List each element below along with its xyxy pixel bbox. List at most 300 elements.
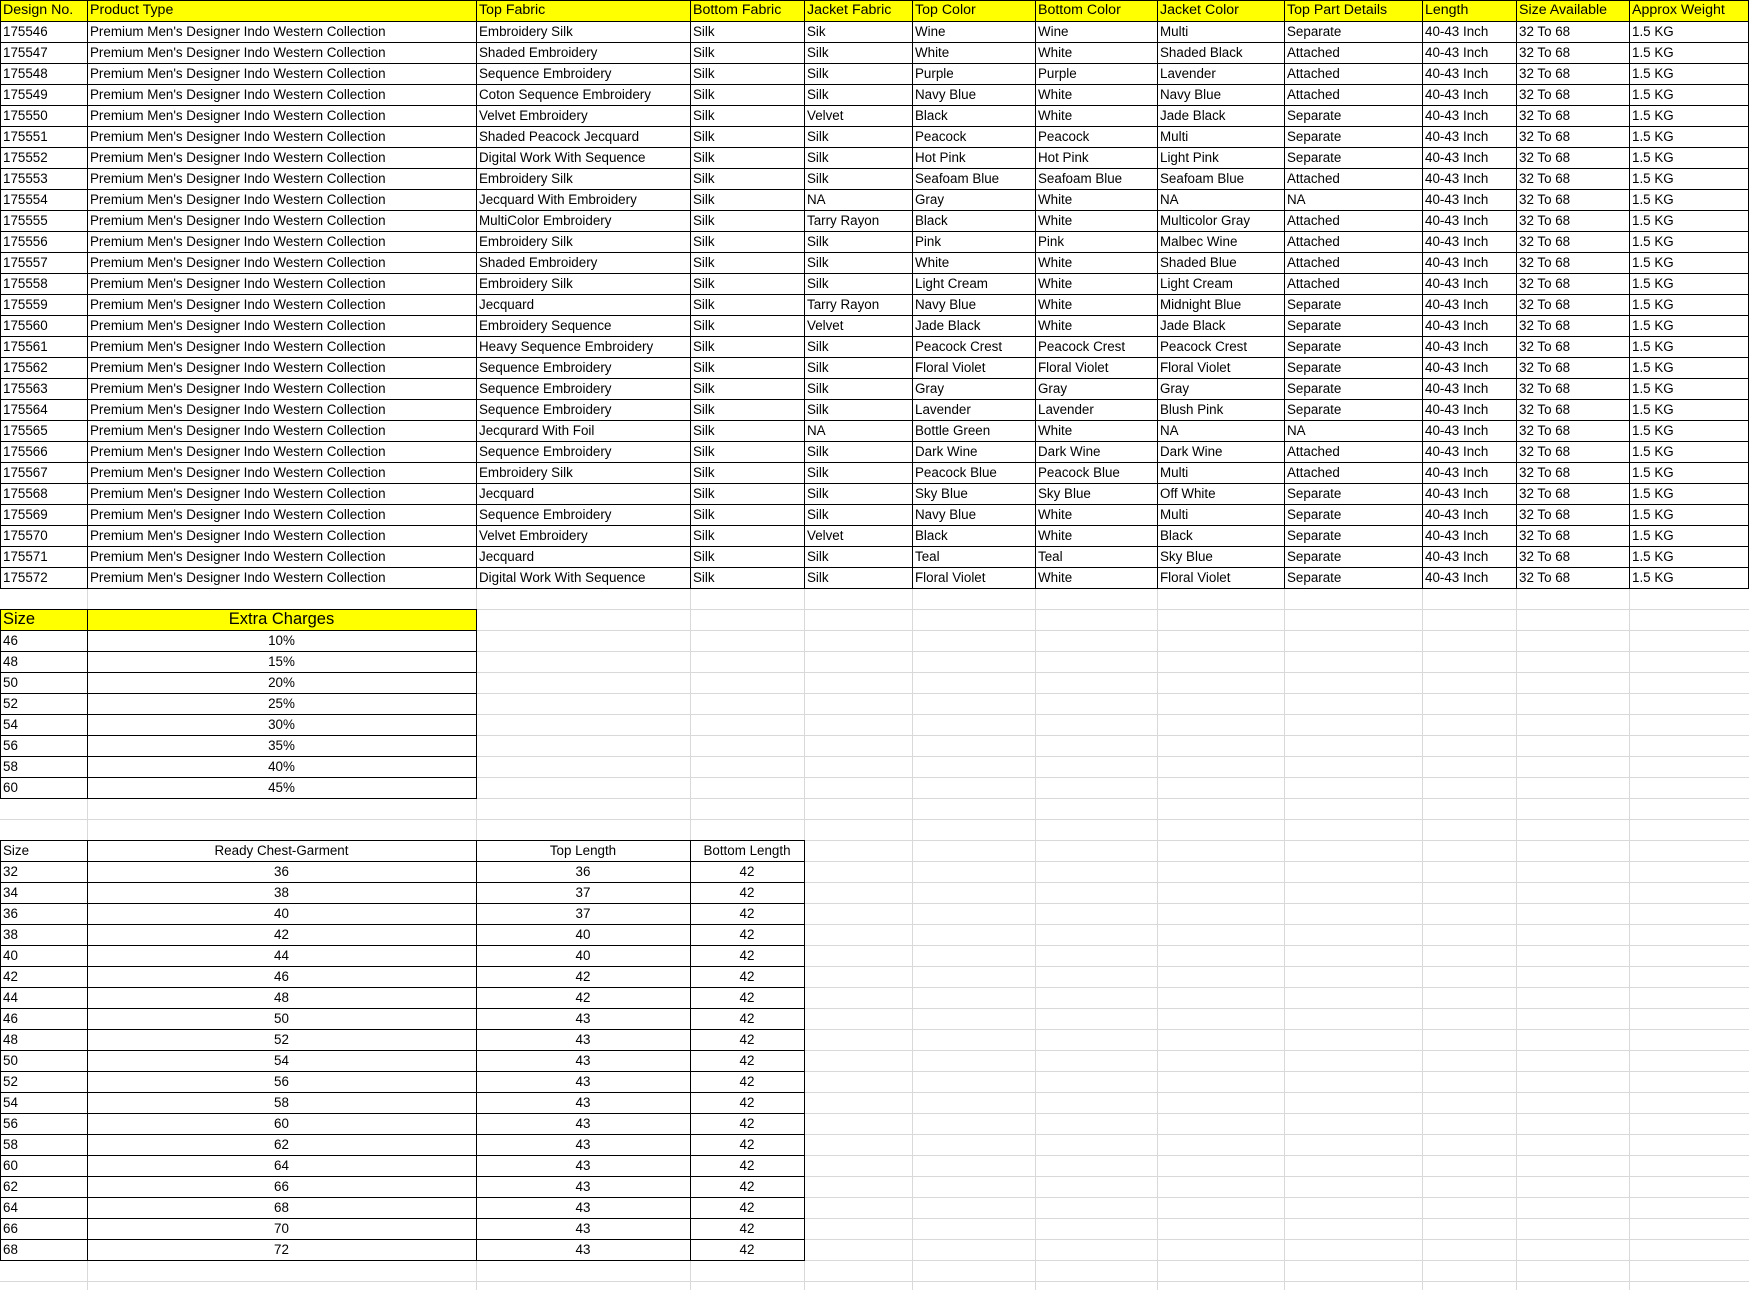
table-cell[interactable]: 32 To 68 <box>1519 24 1571 39</box>
table-cell[interactable]: White <box>1038 570 1073 585</box>
table-cell[interactable]: Attached <box>1287 255 1340 270</box>
table-cell[interactable]: Seafoam Blue <box>915 171 1000 186</box>
table-cell[interactable]: Premium Men's Designer Indo Western Collection <box>90 129 386 144</box>
table-cell[interactable]: 48 <box>3 1032 18 1047</box>
table-cell[interactable]: 32 To 68 <box>1519 528 1571 543</box>
table-cell[interactable]: 38 <box>274 885 289 900</box>
column-header[interactable]: Size <box>0 609 87 630</box>
table-cell[interactable]: Embroidery Silk <box>479 276 573 291</box>
table-cell[interactable]: Premium Men's Designer Indo Western Collection <box>90 255 386 270</box>
table-cell[interactable]: 40 <box>3 948 18 963</box>
table-cell[interactable]: 1.5 KG <box>1632 213 1674 228</box>
table-cell[interactable]: Navy Blue <box>915 87 977 102</box>
table-cell[interactable]: 58 <box>274 1095 289 1110</box>
table-cell[interactable]: Silk <box>693 234 715 249</box>
table-cell[interactable]: 1.5 KG <box>1632 66 1674 81</box>
table-cell[interactable]: 42 <box>575 969 591 984</box>
table-cell[interactable]: 42 <box>739 1074 755 1089</box>
table-cell[interactable]: 32 To 68 <box>1519 339 1571 354</box>
table-cell[interactable]: 40-43 Inch <box>1425 339 1489 354</box>
table-cell[interactable]: 43 <box>575 1242 591 1257</box>
table-cell[interactable]: Silk <box>807 87 829 102</box>
table-cell[interactable]: Lavender <box>915 402 971 417</box>
table-cell[interactable]: 40-43 Inch <box>1425 276 1489 291</box>
table-cell[interactable]: Premium Men's Designer Indo Western Collection <box>90 45 386 60</box>
table-cell[interactable]: 40-43 Inch <box>1425 507 1489 522</box>
table-cell[interactable]: Premium Men's Designer Indo Western Collection <box>90 402 386 417</box>
table-cell[interactable]: Silk <box>693 171 715 186</box>
table-cell[interactable]: Separate <box>1287 549 1342 564</box>
table-cell[interactable]: 1.5 KG <box>1632 486 1674 501</box>
table-cell[interactable]: White <box>1038 528 1073 543</box>
table-cell[interactable]: 175554 <box>3 192 48 207</box>
table-cell[interactable]: 60 <box>3 1158 18 1173</box>
table-cell[interactable]: 40-43 Inch <box>1425 423 1489 438</box>
table-cell[interactable]: 32 To 68 <box>1519 276 1571 291</box>
table-cell[interactable]: White <box>1038 318 1073 333</box>
table-cell[interactable]: 34 <box>3 885 18 900</box>
table-cell[interactable]: Premium Men's Designer Indo Western Collection <box>90 24 386 39</box>
table-cell[interactable]: Silk <box>693 486 715 501</box>
table-cell[interactable]: 50 <box>274 1011 289 1026</box>
table-cell[interactable]: NA <box>1160 192 1179 207</box>
table-cell[interactable]: 1.5 KG <box>1632 507 1674 522</box>
table-cell[interactable]: 42 <box>739 1053 755 1068</box>
table-cell[interactable]: 32 To 68 <box>1519 486 1571 501</box>
table-cell[interactable]: 1.5 KG <box>1632 318 1674 333</box>
table-cell[interactable]: 35% <box>268 738 295 753</box>
table-cell[interactable]: Digital Work With Sequence <box>479 150 646 165</box>
table-cell[interactable]: Digital Work With Sequence <box>479 570 646 585</box>
table-cell[interactable]: 62 <box>274 1137 289 1152</box>
table-cell[interactable]: Lavender <box>1038 402 1094 417</box>
table-cell[interactable]: 175551 <box>3 129 48 144</box>
column-header[interactable]: Top Part Details <box>1284 0 1422 21</box>
table-cell[interactable]: Premium Men's Designer Indo Western Collection <box>90 381 386 396</box>
table-cell[interactable]: Silk <box>807 381 829 396</box>
table-cell[interactable]: 58 <box>3 1137 18 1152</box>
table-cell[interactable]: 175566 <box>3 444 48 459</box>
table-cell[interactable]: Multi <box>1160 465 1189 480</box>
table-cell[interactable]: Separate <box>1287 339 1342 354</box>
table-cell[interactable]: White <box>1038 297 1073 312</box>
table-cell[interactable]: Peacock <box>1038 129 1090 144</box>
table-cell[interactable]: Multi <box>1160 24 1189 39</box>
table-cell[interactable]: Velvet <box>807 318 844 333</box>
table-cell[interactable]: White <box>1038 276 1073 291</box>
table-cell[interactable]: Peacock Crest <box>915 339 1003 354</box>
table-cell[interactable]: White <box>1038 108 1073 123</box>
table-cell[interactable]: Attached <box>1287 171 1340 186</box>
table-cell[interactable]: Jecqurard With Foil <box>479 423 595 438</box>
table-cell[interactable]: NA <box>1287 423 1306 438</box>
table-cell[interactable]: Embroidery Silk <box>479 465 573 480</box>
table-cell[interactable]: 60 <box>274 1116 289 1131</box>
table-cell[interactable]: 36 <box>575 864 591 879</box>
table-cell[interactable]: 175548 <box>3 66 48 81</box>
table-cell[interactable]: Premium Men's Designer Indo Western Collection <box>90 87 386 102</box>
column-header[interactable]: Extra Charges <box>87 609 476 630</box>
table-cell[interactable]: 1.5 KG <box>1632 150 1674 165</box>
table-cell[interactable]: 175560 <box>3 318 48 333</box>
table-cell[interactable]: Silk <box>693 549 715 564</box>
table-cell[interactable]: 175555 <box>3 213 48 228</box>
table-cell[interactable]: Hot Pink <box>915 150 966 165</box>
table-cell[interactable]: 42 <box>739 1242 755 1257</box>
table-cell[interactable]: 1.5 KG <box>1632 171 1674 186</box>
table-cell[interactable]: Premium Men's Designer Indo Western Collection <box>90 549 386 564</box>
table-cell[interactable]: Silk <box>693 255 715 270</box>
table-cell[interactable]: Premium Men's Designer Indo Western Collection <box>90 423 386 438</box>
table-cell[interactable]: Sequence Embroidery <box>479 507 612 522</box>
table-cell[interactable]: 42 <box>3 969 18 984</box>
table-cell[interactable]: 32 To 68 <box>1519 213 1571 228</box>
table-cell[interactable]: Silk <box>693 45 715 60</box>
table-cell[interactable]: Tarry Rayon <box>807 213 880 228</box>
table-cell[interactable]: 46 <box>3 1011 18 1026</box>
table-cell[interactable]: Silk <box>693 444 715 459</box>
table-cell[interactable]: Coton Sequence Embroidery <box>479 87 651 102</box>
table-cell[interactable]: 43 <box>575 1137 591 1152</box>
table-cell[interactable]: 56 <box>3 1116 18 1131</box>
table-cell[interactable]: 52 <box>3 1074 18 1089</box>
table-cell[interactable]: Silk <box>807 402 829 417</box>
table-cell[interactable]: 40-43 Inch <box>1425 255 1489 270</box>
table-cell[interactable]: Jecquard With Embroidery <box>479 192 637 207</box>
table-cell[interactable]: 1.5 KG <box>1632 444 1674 459</box>
table-cell[interactable]: Silk <box>693 297 715 312</box>
table-cell[interactable]: Heavy Sequence Embroidery <box>479 339 654 354</box>
table-cell[interactable]: Silk <box>693 318 715 333</box>
table-cell[interactable]: Peacock Blue <box>1038 465 1120 480</box>
table-cell[interactable]: Floral Violet <box>915 570 986 585</box>
table-cell[interactable]: 32 To 68 <box>1519 150 1571 165</box>
table-cell[interactable]: 15% <box>268 654 295 669</box>
table-cell[interactable]: 42 <box>739 1032 755 1047</box>
table-cell[interactable]: 1.5 KG <box>1632 528 1674 543</box>
table-cell[interactable]: Silk <box>807 339 829 354</box>
table-cell[interactable]: 40-43 Inch <box>1425 570 1489 585</box>
table-cell[interactable]: Embroidery Silk <box>479 24 573 39</box>
table-cell[interactable]: NA <box>1160 423 1179 438</box>
table-cell[interactable]: 64 <box>3 1200 18 1215</box>
table-cell[interactable]: 25% <box>268 696 295 711</box>
table-cell[interactable]: White <box>1038 423 1073 438</box>
table-cell[interactable]: Silk <box>807 234 829 249</box>
table-cell[interactable]: Premium Men's Designer Indo Western Collection <box>90 507 386 522</box>
table-cell[interactable]: 32 To 68 <box>1519 570 1571 585</box>
table-cell[interactable]: Silk <box>693 423 715 438</box>
table-cell[interactable]: 32 To 68 <box>1519 297 1571 312</box>
table-cell[interactable]: 175552 <box>3 150 48 165</box>
table-cell[interactable]: Silk <box>807 465 829 480</box>
table-cell[interactable]: 40-43 Inch <box>1425 528 1489 543</box>
table-cell[interactable]: 40-43 Inch <box>1425 360 1489 375</box>
table-cell[interactable]: 42 <box>739 1221 755 1236</box>
table-cell[interactable]: 20% <box>268 675 295 690</box>
table-cell[interactable]: 32 To 68 <box>1519 171 1571 186</box>
table-cell[interactable]: Separate <box>1287 24 1342 39</box>
table-cell[interactable]: 43 <box>575 1179 591 1194</box>
table-cell[interactable]: Shaded Black <box>1160 45 1243 60</box>
table-cell[interactable]: 1.5 KG <box>1632 381 1674 396</box>
table-cell[interactable]: 42 <box>739 1200 755 1215</box>
table-cell[interactable]: Sequence Embroidery <box>479 381 612 396</box>
table-cell[interactable]: 40-43 Inch <box>1425 150 1489 165</box>
column-header[interactable]: Approx Weight <box>1629 0 1749 21</box>
table-cell[interactable]: Attached <box>1287 444 1340 459</box>
table-cell[interactable]: Jade Black <box>915 318 981 333</box>
table-cell[interactable]: Light Pink <box>1160 150 1219 165</box>
table-cell[interactable]: 32 To 68 <box>1519 402 1571 417</box>
column-header[interactable]: Jacket Color <box>1157 0 1284 21</box>
table-cell[interactable]: Black <box>915 528 948 543</box>
table-cell[interactable]: Premium Men's Designer Indo Western Collection <box>90 528 386 543</box>
table-cell[interactable]: Gray <box>1160 381 1190 396</box>
table-cell[interactable]: Premium Men's Designer Indo Western Collection <box>90 297 386 312</box>
table-cell[interactable]: 36 <box>274 864 289 879</box>
table-cell[interactable]: 42 <box>739 927 755 942</box>
table-cell[interactable]: 62 <box>3 1179 18 1194</box>
table-cell[interactable]: 32 To 68 <box>1519 45 1571 60</box>
table-cell[interactable]: 40-43 Inch <box>1425 45 1489 60</box>
table-cell[interactable]: 1.5 KG <box>1632 549 1674 564</box>
column-header[interactable]: Design No. <box>0 0 87 21</box>
table-cell[interactable]: Silk <box>693 360 715 375</box>
table-cell[interactable]: NA <box>807 423 826 438</box>
table-cell[interactable]: NA <box>1287 192 1306 207</box>
table-cell[interactable]: Premium Men's Designer Indo Western Collection <box>90 318 386 333</box>
table-cell[interactable]: 175546 <box>3 24 48 39</box>
table-cell[interactable]: Sky Blue <box>915 486 968 501</box>
table-cell[interactable]: 175549 <box>3 87 48 102</box>
column-header[interactable]: Top Length <box>549 843 617 858</box>
table-cell[interactable]: 175568 <box>3 486 48 501</box>
table-cell[interactable]: 1.5 KG <box>1632 570 1674 585</box>
table-cell[interactable]: Premium Men's Designer Indo Western Collection <box>90 171 386 186</box>
table-cell[interactable]: 50 <box>3 675 18 690</box>
table-cell[interactable]: 45% <box>268 780 295 795</box>
table-cell[interactable]: Premium Men's Designer Indo Western Collection <box>90 465 386 480</box>
table-cell[interactable]: 70 <box>274 1221 289 1236</box>
table-cell[interactable]: White <box>1038 255 1073 270</box>
table-cell[interactable]: Navy Blue <box>1160 87 1222 102</box>
table-cell[interactable]: 32 To 68 <box>1519 381 1571 396</box>
table-cell[interactable]: 175563 <box>3 381 48 396</box>
table-cell[interactable]: 32 To 68 <box>1519 360 1571 375</box>
table-cell[interactable]: Attached <box>1287 234 1340 249</box>
table-cell[interactable]: 175550 <box>3 108 48 123</box>
table-cell[interactable]: Premium Men's Designer Indo Western Collection <box>90 570 386 585</box>
table-cell[interactable]: Separate <box>1287 150 1342 165</box>
table-cell[interactable]: White <box>915 45 950 60</box>
table-cell[interactable]: 68 <box>274 1200 289 1215</box>
table-cell[interactable]: Sky Blue <box>1038 486 1091 501</box>
table-cell[interactable]: 40-43 Inch <box>1425 129 1489 144</box>
table-cell[interactable]: Velvet <box>807 528 844 543</box>
table-cell[interactable]: 175553 <box>3 171 48 186</box>
table-cell[interactable]: 32 To 68 <box>1519 66 1571 81</box>
table-cell[interactable]: 32 <box>3 864 18 879</box>
table-cell[interactable]: 44 <box>274 948 289 963</box>
table-cell[interactable]: Silk <box>807 486 829 501</box>
table-cell[interactable]: 40-43 Inch <box>1425 234 1489 249</box>
table-cell[interactable]: Separate <box>1287 507 1342 522</box>
table-cell[interactable]: Attached <box>1287 213 1340 228</box>
table-cell[interactable]: 40-43 Inch <box>1425 318 1489 333</box>
table-cell[interactable]: Off White <box>1160 486 1216 501</box>
table-cell[interactable]: 54 <box>274 1053 289 1068</box>
table-cell[interactable]: 40-43 Inch <box>1425 108 1489 123</box>
table-cell[interactable]: 1.5 KG <box>1632 423 1674 438</box>
table-cell[interactable]: Light Cream <box>915 276 988 291</box>
table-cell[interactable]: Silk <box>693 276 715 291</box>
table-cell[interactable]: 40% <box>268 759 295 774</box>
table-cell[interactable]: 40-43 Inch <box>1425 171 1489 186</box>
table-cell[interactable]: 1.5 KG <box>1632 465 1674 480</box>
table-cell[interactable]: 50 <box>3 1053 18 1068</box>
table-cell[interactable]: White <box>1038 213 1073 228</box>
table-cell[interactable]: 44 <box>3 990 18 1005</box>
table-cell[interactable]: 42 <box>739 948 755 963</box>
table-cell[interactable]: Silk <box>807 45 829 60</box>
table-cell[interactable]: 52 <box>274 1032 289 1047</box>
column-header[interactable]: Jacket Fabric <box>804 0 912 21</box>
table-cell[interactable]: 1.5 KG <box>1632 129 1674 144</box>
table-cell[interactable]: Premium Men's Designer Indo Western Collection <box>90 150 386 165</box>
table-cell[interactable]: 40-43 Inch <box>1425 24 1489 39</box>
table-cell[interactable]: White <box>1038 507 1073 522</box>
table-cell[interactable]: Premium Men's Designer Indo Western Collection <box>90 213 386 228</box>
table-cell[interactable]: 37 <box>575 906 591 921</box>
table-cell[interactable]: 10% <box>268 633 295 648</box>
table-cell[interactable]: Malbec Wine <box>1160 234 1238 249</box>
table-cell[interactable]: Silk <box>807 255 829 270</box>
column-header[interactable]: Top Fabric <box>476 0 690 21</box>
table-cell[interactable]: 175567 <box>3 465 48 480</box>
table-cell[interactable]: 175556 <box>3 234 48 249</box>
table-cell[interactable]: 72 <box>274 1242 289 1257</box>
table-cell[interactable]: Silk <box>693 507 715 522</box>
table-cell[interactable]: 1.5 KG <box>1632 108 1674 123</box>
table-cell[interactable]: 175558 <box>3 276 48 291</box>
table-cell[interactable]: 40-43 Inch <box>1425 444 1489 459</box>
table-cell[interactable]: 1.5 KG <box>1632 297 1674 312</box>
table-cell[interactable]: 46 <box>274 969 289 984</box>
table-cell[interactable]: 175571 <box>3 549 48 564</box>
table-cell[interactable]: 43 <box>575 1011 591 1026</box>
table-cell[interactable]: Premium Men's Designer Indo Western Collection <box>90 339 386 354</box>
table-cell[interactable]: 48 <box>274 990 289 1005</box>
table-cell[interactable]: 52 <box>3 696 18 711</box>
table-cell[interactable]: Silk <box>807 129 829 144</box>
table-cell[interactable]: Bottle Green <box>915 423 991 438</box>
table-cell[interactable]: 40-43 Inch <box>1425 381 1489 396</box>
table-cell[interactable]: 42 <box>739 864 755 879</box>
table-cell[interactable]: Silk <box>807 360 829 375</box>
table-cell[interactable]: Black <box>915 213 948 228</box>
table-cell[interactable]: Embroidery Silk <box>479 234 573 249</box>
table-cell[interactable]: Floral Violet <box>1038 360 1109 375</box>
table-cell[interactable]: Sequence Embroidery <box>479 402 612 417</box>
table-cell[interactable]: Sik <box>807 24 826 39</box>
table-cell[interactable]: 43 <box>575 1221 591 1236</box>
table-cell[interactable]: 43 <box>575 1053 591 1068</box>
table-cell[interactable]: Purple <box>915 66 954 81</box>
table-cell[interactable]: Velvet Embroidery <box>479 108 588 123</box>
column-header[interactable]: Bottom Length <box>703 843 791 858</box>
table-cell[interactable]: Floral Violet <box>1160 570 1231 585</box>
table-cell[interactable]: Premium Men's Designer Indo Western Collection <box>90 66 386 81</box>
table-cell[interactable]: 43 <box>575 1095 591 1110</box>
table-cell[interactable]: 32 To 68 <box>1519 234 1571 249</box>
table-cell[interactable]: Multicolor Gray <box>1160 213 1251 228</box>
table-cell[interactable]: Separate <box>1287 108 1342 123</box>
table-cell[interactable]: 40-43 Inch <box>1425 297 1489 312</box>
table-cell[interactable]: 40 <box>575 948 591 963</box>
table-cell[interactable]: 1.5 KG <box>1632 255 1674 270</box>
table-cell[interactable]: Separate <box>1287 486 1342 501</box>
table-cell[interactable]: 54 <box>3 1095 18 1110</box>
table-cell[interactable]: 32 To 68 <box>1519 465 1571 480</box>
table-cell[interactable]: 36 <box>3 906 18 921</box>
table-cell[interactable]: Dark Wine <box>915 444 978 459</box>
table-cell[interactable]: 32 To 68 <box>1519 108 1571 123</box>
table-cell[interactable]: Peacock Blue <box>915 465 997 480</box>
table-cell[interactable]: 40-43 Inch <box>1425 549 1489 564</box>
table-cell[interactable]: Silk <box>693 24 715 39</box>
column-header[interactable]: Top Color <box>912 0 1035 21</box>
table-cell[interactable]: Silk <box>807 507 829 522</box>
table-cell[interactable]: Velvet <box>807 108 844 123</box>
table-cell[interactable]: 1.5 KG <box>1632 402 1674 417</box>
table-cell[interactable]: 42 <box>274 927 289 942</box>
table-cell[interactable]: Separate <box>1287 570 1342 585</box>
table-cell[interactable]: 58 <box>3 759 18 774</box>
table-cell[interactable]: 43 <box>575 1074 591 1089</box>
table-cell[interactable]: Dark Wine <box>1038 444 1101 459</box>
table-cell[interactable]: Velvet Embroidery <box>479 528 588 543</box>
table-cell[interactable]: Jecquard <box>479 297 535 312</box>
table-cell[interactable]: Peacock <box>915 129 967 144</box>
table-cell[interactable]: Attached <box>1287 465 1340 480</box>
table-cell[interactable]: Teal <box>1038 549 1063 564</box>
table-cell[interactable]: 1.5 KG <box>1632 234 1674 249</box>
table-cell[interactable]: 175572 <box>3 570 48 585</box>
table-cell[interactable]: Shaded Blue <box>1160 255 1237 270</box>
table-cell[interactable]: 40-43 Inch <box>1425 192 1489 207</box>
table-cell[interactable]: 38 <box>3 927 18 942</box>
table-cell[interactable]: Sequence Embroidery <box>479 66 612 81</box>
table-cell[interactable]: Wine <box>915 24 946 39</box>
table-cell[interactable]: 42 <box>739 1011 755 1026</box>
table-cell[interactable]: Separate <box>1287 297 1342 312</box>
table-cell[interactable]: Embroidery Sequence <box>479 318 612 333</box>
table-cell[interactable]: Purple <box>1038 66 1077 81</box>
table-cell[interactable]: Separate <box>1287 381 1342 396</box>
table-cell[interactable]: Peacock Crest <box>1160 339 1248 354</box>
table-cell[interactable]: Premium Men's Designer Indo Western Collection <box>90 192 386 207</box>
table-cell[interactable]: 37 <box>575 885 591 900</box>
table-cell[interactable]: 175570 <box>3 528 48 543</box>
table-cell[interactable]: Silk <box>807 549 829 564</box>
table-cell[interactable]: 42 <box>575 990 591 1005</box>
table-cell[interactable]: Silk <box>807 444 829 459</box>
column-header[interactable]: Ready Chest-Garment <box>214 843 349 858</box>
table-cell[interactable]: Silk <box>693 381 715 396</box>
table-cell[interactable]: White <box>1038 192 1073 207</box>
table-cell[interactable]: Attached <box>1287 276 1340 291</box>
